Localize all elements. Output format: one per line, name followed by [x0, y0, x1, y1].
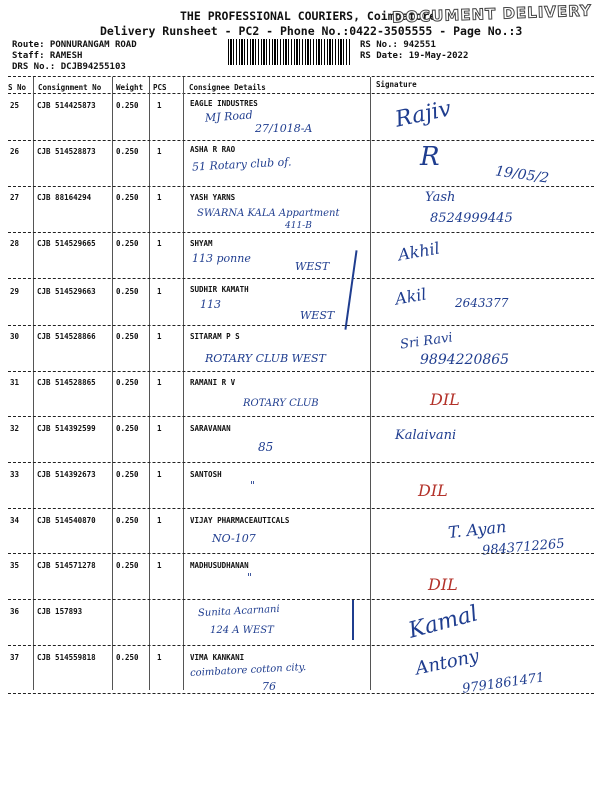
row-weight: 0.250 — [116, 561, 139, 570]
row-sno: 28 — [10, 239, 20, 248]
row-consignment: CJB 514425873 — [37, 101, 96, 110]
row-weight: 0.250 — [116, 332, 139, 341]
row-divider — [8, 140, 594, 141]
row-handwritten-address: MJ Road — [204, 108, 254, 125]
row-pcs: 1 — [157, 424, 162, 433]
row-consignment: CJB 514571278 — [37, 561, 96, 570]
row-consignee-name: VIMA KANKANI — [190, 653, 245, 662]
col-consignee: Consignee Details — [189, 83, 266, 92]
row-pcs: 1 — [157, 653, 162, 662]
row-consignment: CJB 514528866 — [37, 332, 96, 341]
row-consignee-name: ASHA R RAO — [190, 145, 236, 154]
row-signature: Kamal — [405, 601, 481, 644]
row-signature-date: 19/05/2 — [494, 163, 550, 187]
row-handwritten-address: ROTARY CLUB — [243, 398, 319, 409]
barcode — [228, 39, 350, 65]
header-bottom-rule — [8, 93, 594, 94]
row-signature-phone: 9791861471 — [461, 670, 546, 697]
row-pcs: 1 — [157, 332, 162, 341]
row-signature: T. Ayan — [447, 517, 508, 542]
row-consignment: CJB 514540870 — [37, 516, 96, 525]
row-pcs: 1 — [157, 101, 162, 110]
row-consignee-name: SITARAM P S — [190, 332, 240, 341]
row-handwritten-address: 51 Rotary club of. — [191, 155, 292, 174]
row-pcs: 1 — [157, 239, 162, 248]
row-signature: DIL — [430, 390, 460, 409]
col-pcs: PCS — [153, 83, 167, 92]
row-handwritten-address-2: 124 A WEST — [210, 625, 274, 636]
row-divider — [8, 325, 594, 326]
row-consignee-name: EAGLE INDUSTRES — [190, 99, 258, 108]
row-weight: 0.250 — [116, 101, 139, 110]
row-weight: 0.250 — [116, 516, 139, 525]
row-handwritten-address: 85 — [258, 440, 274, 454]
row-handwritten-address: NO-107 — [212, 532, 256, 545]
row-sno: 27 — [10, 193, 20, 202]
row-pcs: 1 — [157, 147, 162, 156]
row-weight: 0.250 — [116, 147, 139, 156]
row-consignment: CJB 514528873 — [37, 147, 96, 156]
header-top-rule — [8, 76, 594, 77]
row-pcs: 1 — [157, 561, 162, 570]
pen-stroke — [344, 250, 357, 329]
row-sno: 32 — [10, 424, 20, 433]
row-sno: 30 — [10, 332, 20, 341]
row-divider — [8, 693, 594, 694]
row-sno: 31 — [10, 378, 20, 387]
row-signature-phone: 8524999445 — [430, 211, 513, 226]
row-weight: 0.250 — [116, 239, 139, 248]
row-signature-phone: 9894220865 — [420, 352, 510, 368]
row-signature: DIL — [428, 575, 458, 594]
staff-label: Staff: RAMESH — [12, 51, 83, 61]
row-handwritten-address-2: WEST — [300, 309, 335, 322]
row-handwritten-address: Sunita Acarnani — [197, 603, 280, 620]
row-signature: Akhil — [396, 238, 442, 265]
row-signature: Sri Ravi — [399, 330, 454, 353]
col-sno: S No — [8, 83, 27, 92]
row-consignee-name: MADHUSUDHANAN — [190, 561, 249, 570]
row-consignee-name: SANTOSH — [190, 470, 222, 479]
row-handwritten-address: ROTARY CLUB WEST — [205, 352, 326, 365]
row-divider — [8, 645, 594, 646]
row-handwritten-address: " — [247, 571, 253, 584]
row-pcs: 1 — [157, 516, 162, 525]
rs-number: RS No.: 942551 — [360, 40, 436, 50]
rs-date: RS Date: 19-May-2022 — [360, 51, 469, 61]
pen-stroke — [352, 600, 354, 640]
row-consignee-name: SARAVANAN — [190, 424, 231, 433]
row-consignment: CJB 514392673 — [37, 470, 96, 479]
row-divider — [8, 553, 594, 554]
row-sno: 33 — [10, 470, 20, 479]
row-consignee-name: YASH YARNS — [190, 193, 236, 202]
row-sno: 36 — [10, 607, 20, 616]
runsheet-title: Delivery Runsheet - PC2 - Phone No.:0422-3505555 - Page No.:3 — [100, 24, 523, 38]
row-handwritten-address: SWARNA KALA Appartment — [197, 208, 340, 219]
row-consignment: CJB 514559818 — [37, 653, 96, 662]
col-signature: Signature — [376, 80, 417, 89]
row-handwritten-address: " — [250, 479, 256, 492]
row-signature-phone: 9843712265 — [481, 536, 566, 559]
row-signature: Antony — [413, 645, 481, 680]
row-consignment: CJB 514529665 — [37, 239, 96, 248]
row-signature: DIL — [418, 481, 448, 500]
row-signature: Akil — [393, 284, 428, 309]
row-consignee-name: RAMANI R V — [190, 378, 236, 387]
row-handwritten-address-2: WEST — [295, 260, 330, 273]
row-weight: 0.250 — [116, 378, 139, 387]
route-label: Route: PONNURANGAM ROAD — [12, 40, 137, 50]
row-signature: Kalaivani — [395, 428, 457, 443]
row-consignment: CJB 88164294 — [37, 193, 92, 202]
row-consignment: CJB 514528865 — [37, 378, 96, 387]
row-signature: Yash — [425, 190, 456, 205]
row-consignment: CJB 157893 — [37, 607, 83, 616]
row-signature: R — [420, 142, 440, 172]
row-sno: 35 — [10, 561, 20, 570]
col-weight: Weight — [116, 83, 144, 92]
company-title: THE PROFESSIONAL COURIERS, Coimbatore — [180, 9, 437, 23]
row-weight: 0.250 — [116, 470, 139, 479]
row-handwritten-address: 113 ponne — [192, 252, 251, 265]
row-handwritten-address-2: 76 — [262, 680, 276, 693]
row-handwritten-address-2: 411-B — [285, 221, 312, 231]
row-consignment: CJB 514529663 — [37, 287, 96, 296]
row-consignee-name: SUDHIR KAMATH — [190, 285, 249, 294]
row-sno: 37 — [10, 653, 20, 662]
row-handwritten-address-2: 27/1018-A — [255, 122, 313, 135]
row-signature: Rajiv — [393, 96, 454, 133]
row-weight: 0.250 — [116, 287, 139, 296]
row-divider — [8, 508, 594, 509]
row-divider — [8, 278, 594, 279]
row-divider — [8, 232, 594, 233]
row-consignee-name: VIJAY PHARMACEAUTICALS — [190, 516, 290, 525]
row-divider — [8, 371, 594, 372]
row-pcs: 1 — [157, 193, 162, 202]
row-pcs: 1 — [157, 287, 162, 296]
row-sno: 26 — [10, 147, 20, 156]
col-consignment: Consignment No — [38, 83, 102, 92]
row-signature-phone: 2643377 — [455, 296, 509, 310]
row-consignment: CJB 514392599 — [37, 424, 96, 433]
row-divider — [8, 416, 594, 417]
row-divider — [8, 599, 594, 600]
row-sno: 29 — [10, 287, 20, 296]
row-pcs: 1 — [157, 470, 162, 479]
row-weight: 0.250 — [116, 424, 139, 433]
row-handwritten-address: 113 — [200, 298, 221, 311]
row-sno: 25 — [10, 101, 20, 110]
row-sno: 34 — [10, 516, 20, 525]
row-consignee-name: SHYAM — [190, 239, 213, 248]
drs-number: DRS No.: DCJB94255103 — [12, 62, 126, 72]
row-weight: 0.250 — [116, 653, 139, 662]
row-divider — [8, 462, 594, 463]
document-delivery-stamp: DOCUMENT DELIVERY — [391, 1, 593, 27]
row-weight: 0.250 — [116, 193, 139, 202]
row-divider — [8, 186, 594, 187]
row-handwritten-address: coimbatore cotton city. — [189, 661, 307, 680]
row-pcs: 1 — [157, 378, 162, 387]
